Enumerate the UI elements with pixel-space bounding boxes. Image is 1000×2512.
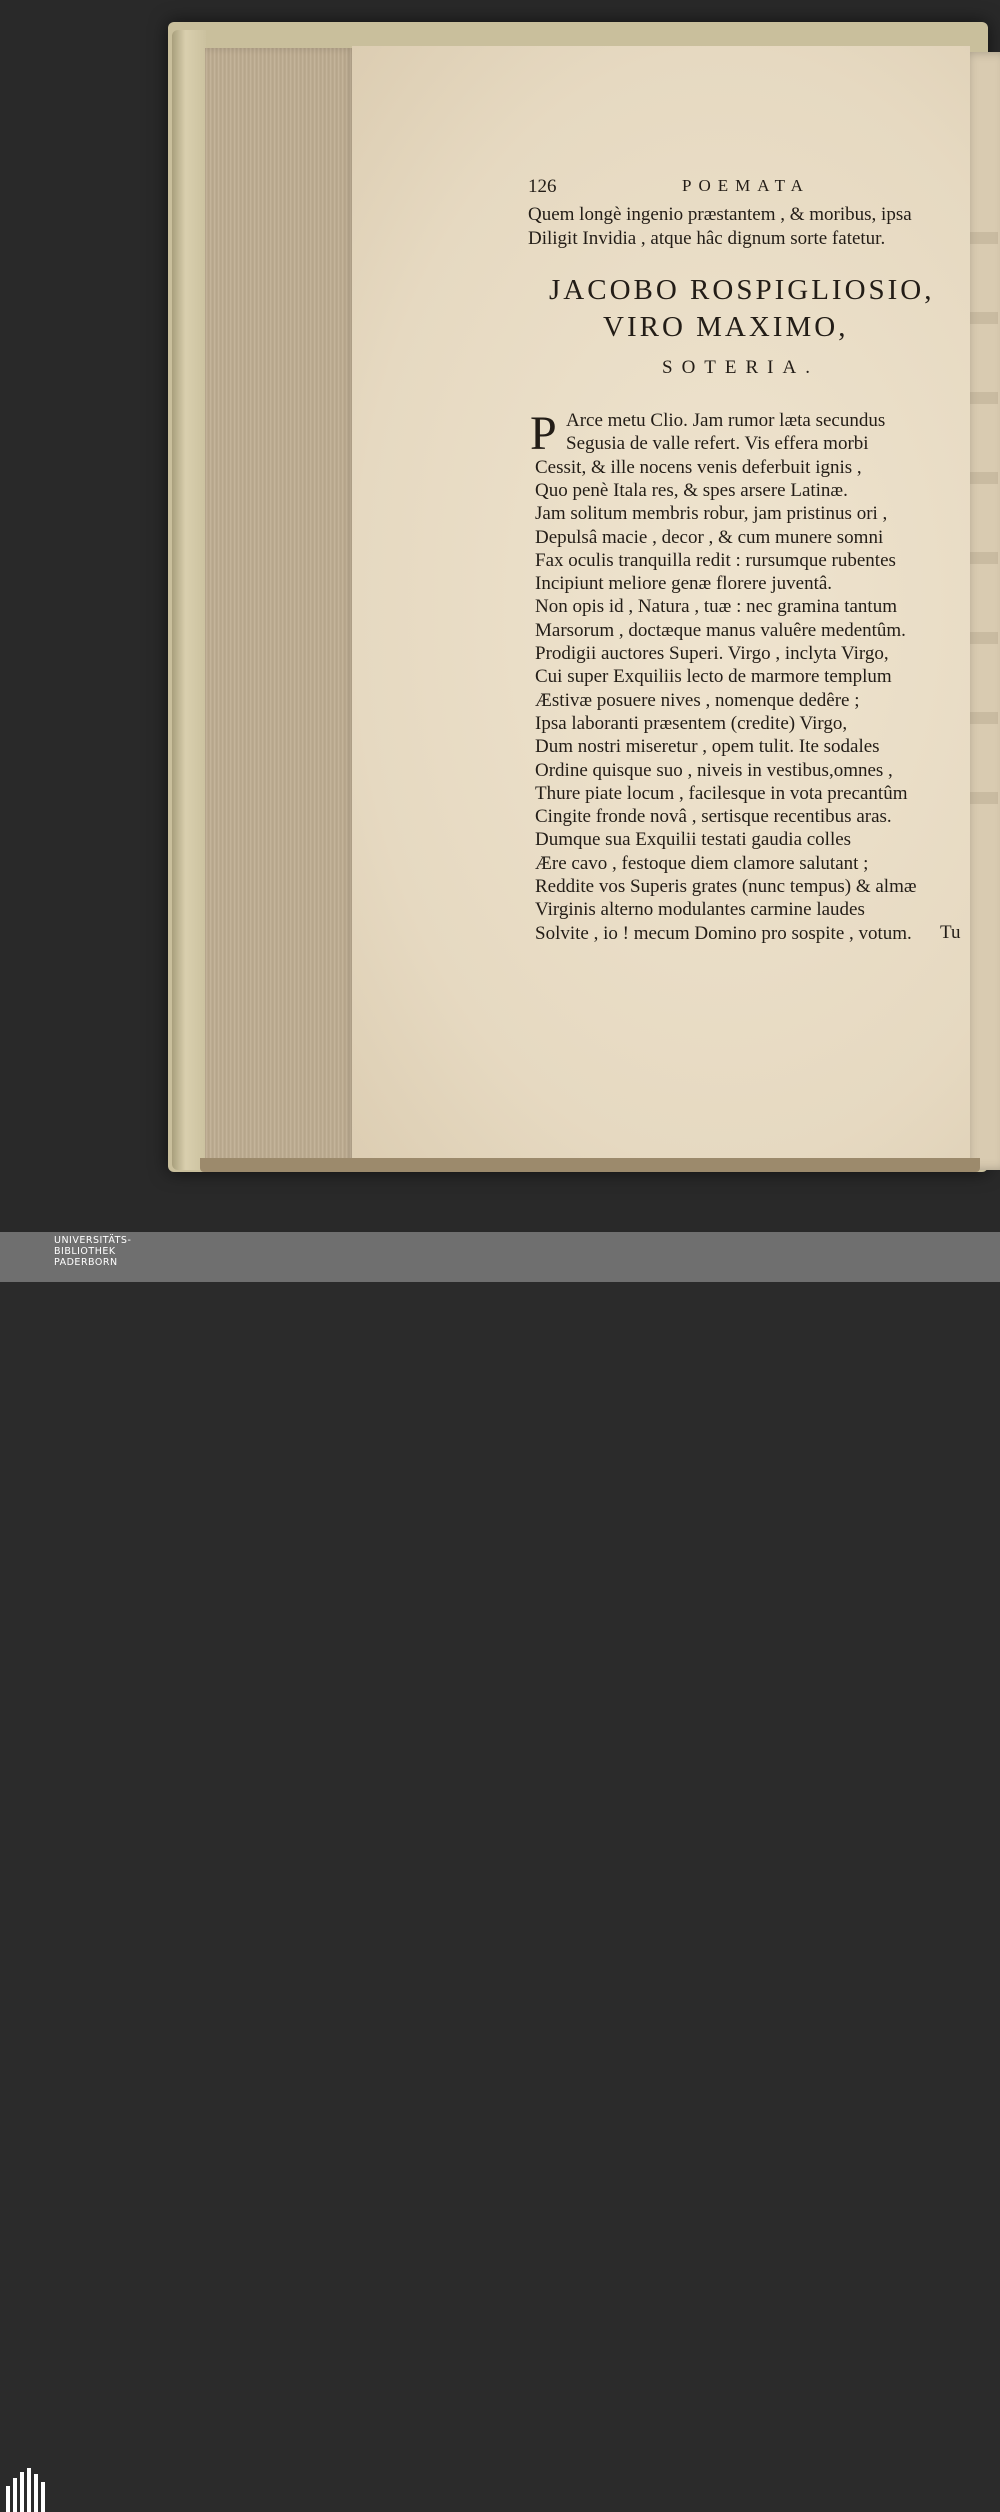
book-bottom-edge [200, 1158, 980, 1172]
carry-over-line: Diligit Invidia , atque hâc dignum sorte fatetur. [528, 228, 886, 249]
catchword: Tu [940, 922, 961, 943]
poem-line: Jam solitum membris robur, jam pristinus ori , [535, 503, 888, 524]
library-footer [0, 1232, 1000, 1282]
poem-line: Ordine quisque suo , niveis in vestibus,omnes , [535, 760, 893, 781]
poem-line: Virginis alterno modulantes carmine laudes [535, 899, 865, 920]
book-scan [0, 0, 1000, 1232]
carry-over-line: Quem longè ingenio præstantem , & moribus, ipsa [528, 204, 912, 225]
running-title: POEMATA [682, 176, 810, 195]
poem-line: Fax oculis tranquilla redit : rursumque rubentes [535, 550, 896, 571]
poem-line: Cessit, & ille nocens venis deferbuit ignis , [535, 457, 862, 478]
poem-line: Cingite fronde novâ , sertisque recentibus aras. [535, 806, 892, 827]
poem-line: Incipiunt meliore genæ florere juventâ. [535, 573, 833, 594]
poem-line: Arce metu Clio. Jam rumor læta secundus [566, 410, 886, 431]
heading-line-1: JACOBO ROSPIGLIOSIO, [549, 274, 935, 306]
library-name-line-2: BIBLIOTHEK [54, 1246, 116, 1257]
poem-line: Depulsâ macie , decor , & cum munere somni [535, 527, 884, 548]
poem-line: Reddite vos Superis grates (nunc tempus) & almæ [535, 876, 917, 897]
poem-line: Dum nostri miseretur , opem tulit. Ite sodales [535, 736, 880, 757]
heading-line-2: VIRO MAXIMO, [603, 311, 849, 343]
poem-line: Ære cavo , festoque diem clamore salutant ; [535, 853, 869, 874]
poem-line: Marsorum , doctæque manus valuêre medentûm. [535, 620, 906, 641]
poem-line: Segusia de valle refert. Vis effera morbi [566, 433, 869, 454]
book-spine [172, 30, 206, 1170]
library-name-line-3: PADERBORN [54, 1257, 118, 1268]
poem-line: Thure piate locum , facilesque in vota precantûm [535, 783, 908, 804]
page-number: 126 [528, 176, 557, 197]
poem-line: Æstivæ posuere nives , nomenque dedêre ; [535, 690, 860, 711]
library-logo-icon [4, 2468, 48, 2512]
drop-cap: P [530, 407, 557, 460]
library-name-line-1: UNIVERSITÄTS- [54, 1235, 132, 1246]
heading-line-3: SOTERIA. [662, 357, 819, 378]
poem-line: Dumque sua Exquilii testati gaudia colles [535, 829, 852, 850]
page-edges [205, 48, 355, 1170]
poem-line: Quo penè Itala res, & spes arsere Latinæ. [535, 480, 848, 501]
poem-line: Non opis id , Natura , tuæ : nec gramina tantum [535, 596, 897, 617]
poem-line: Prodigii auctores Superi. Virgo , inclyta Virgo, [535, 643, 889, 664]
poem-line: Solvite , io ! mecum Domino pro sospite , votum. [535, 923, 912, 944]
poem-line: Ipsa laboranti præsentem (credite) Virgo, [535, 713, 848, 734]
poem-line: Cui super Exquiliis lecto de marmore templum [535, 666, 892, 687]
